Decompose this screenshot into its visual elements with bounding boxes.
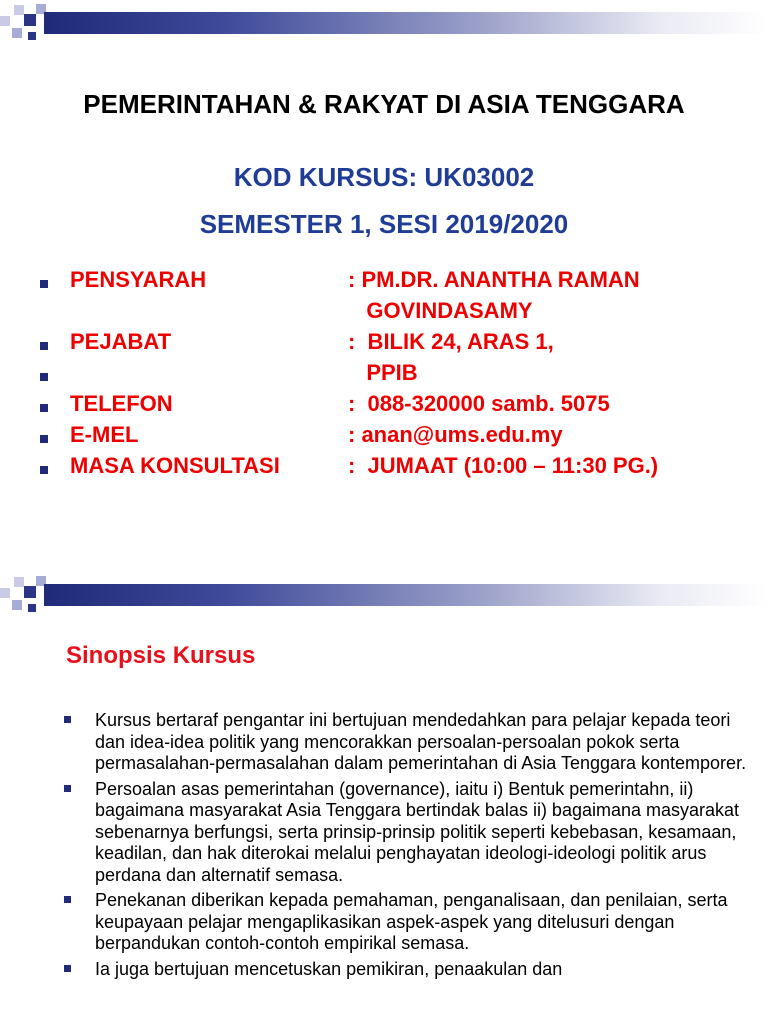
decor-square — [12, 600, 22, 610]
info-label: MASA KONSULTASI — [70, 453, 280, 478]
course-code: KOD KURSUS: UK03002 — [233, 162, 535, 192]
gradient-bar — [44, 584, 768, 606]
decor-square — [14, 577, 24, 587]
info-value: : BILIK 24, ARAS 1, — [348, 329, 554, 354]
decor-square — [24, 14, 36, 26]
decor-square — [0, 16, 10, 26]
info-row-pensyarah — [40, 267, 760, 298]
decor-square — [28, 604, 36, 612]
decor-square — [0, 588, 10, 598]
info-row-continuation — [40, 360, 760, 391]
info-row-telefon — [40, 391, 760, 422]
gradient-bar — [44, 12, 768, 34]
info-value: : PM.DR. ANANTHA RAMAN — [348, 267, 640, 292]
info-row-pejabat — [40, 329, 760, 360]
header-band — [0, 0, 768, 48]
list-item — [64, 890, 754, 955]
semester: SEMESTER 1, SESI 2019/2020 — [199, 209, 569, 239]
square-bullet-icon — [40, 342, 48, 350]
square-bullet-icon — [40, 280, 48, 288]
square-bullet-icon — [40, 466, 48, 474]
synopsis-list — [64, 710, 754, 984]
square-bullet-icon — [64, 965, 71, 972]
square-bullet-icon — [64, 896, 71, 903]
info-row-email — [40, 422, 760, 453]
synopsis-text: Kursus bertaraf pengantar ini bertujuan mendedahkan para pelajar kepada teori dan idea-idea politik yang mencorakkan persoalan-persoalan pokok serta permasalahan-permasalahan dalam pemerintahan di Asia Tenggara kontemporer. — [95, 710, 747, 773]
square-bullet-icon — [40, 435, 48, 443]
info-value: : 088-320000 samb. 5075 — [348, 391, 610, 416]
decor-square — [28, 32, 36, 40]
info-label: E-MEL — [70, 422, 139, 447]
info-label: PENSYARAH — [70, 267, 207, 292]
synopsis-text: Persoalan asas pemerintahan (governance), iaitu i) Bentuk pemerintahn, ii) bagaimana masyarakat Asia Tenggara bertindak balas ii) bagaimana masyarakat sebenarnya berfungsi, serta prinsip-prinsip politik seperti kebebasan, kesamaan, keadilan, dan hak diterokai melalui penghayatan ideologi-ideologi politik arus perdana dan alternatif semasa. — [95, 778, 740, 885]
synopsis-text: Ia juga bertujuan mencetuskan pemikiran, penaakulan dan — [95, 958, 563, 979]
email-link[interactable]: : anan@ums.edu.my — [348, 422, 563, 447]
info-label: PEJABAT — [70, 329, 172, 354]
info-value: : JUMAAT (10:00 – 11:30 PG.) — [348, 453, 659, 478]
decor-square — [14, 5, 24, 15]
list-item — [64, 779, 754, 887]
square-bullet-icon — [64, 716, 71, 723]
square-bullet-icon — [40, 404, 48, 412]
info-row-konsultasi — [40, 453, 760, 484]
synopsis-heading: Sinopsis Kursus — [66, 642, 256, 669]
list-item — [64, 959, 754, 981]
decor-square — [12, 28, 22, 38]
square-bullet-icon — [40, 373, 48, 381]
square-bullet-icon — [64, 785, 71, 792]
info-value: PPIB — [348, 360, 418, 385]
course-title: PEMERINTAHAN & RAKYAT DI ASIA TENGGARA — [83, 89, 685, 119]
header-band — [0, 572, 768, 620]
info-row-continuation — [40, 298, 760, 329]
synopsis-text: Penekanan diberikan kepada pemahaman, penganalisaan, dan penilaian, serta keupayaan pelajar mengaplikasikan aspek-aspek yang ditelusuri dengan berpandukan contoh-contoh empirikal semasa. — [95, 890, 728, 953]
decor-square — [24, 586, 36, 598]
slide-synopsis — [0, 572, 768, 1024]
list-item — [64, 710, 754, 775]
info-label: TELEFON — [70, 391, 173, 416]
lecturer-info-list — [40, 267, 760, 484]
info-value: GOVINDASAMY — [348, 298, 533, 323]
